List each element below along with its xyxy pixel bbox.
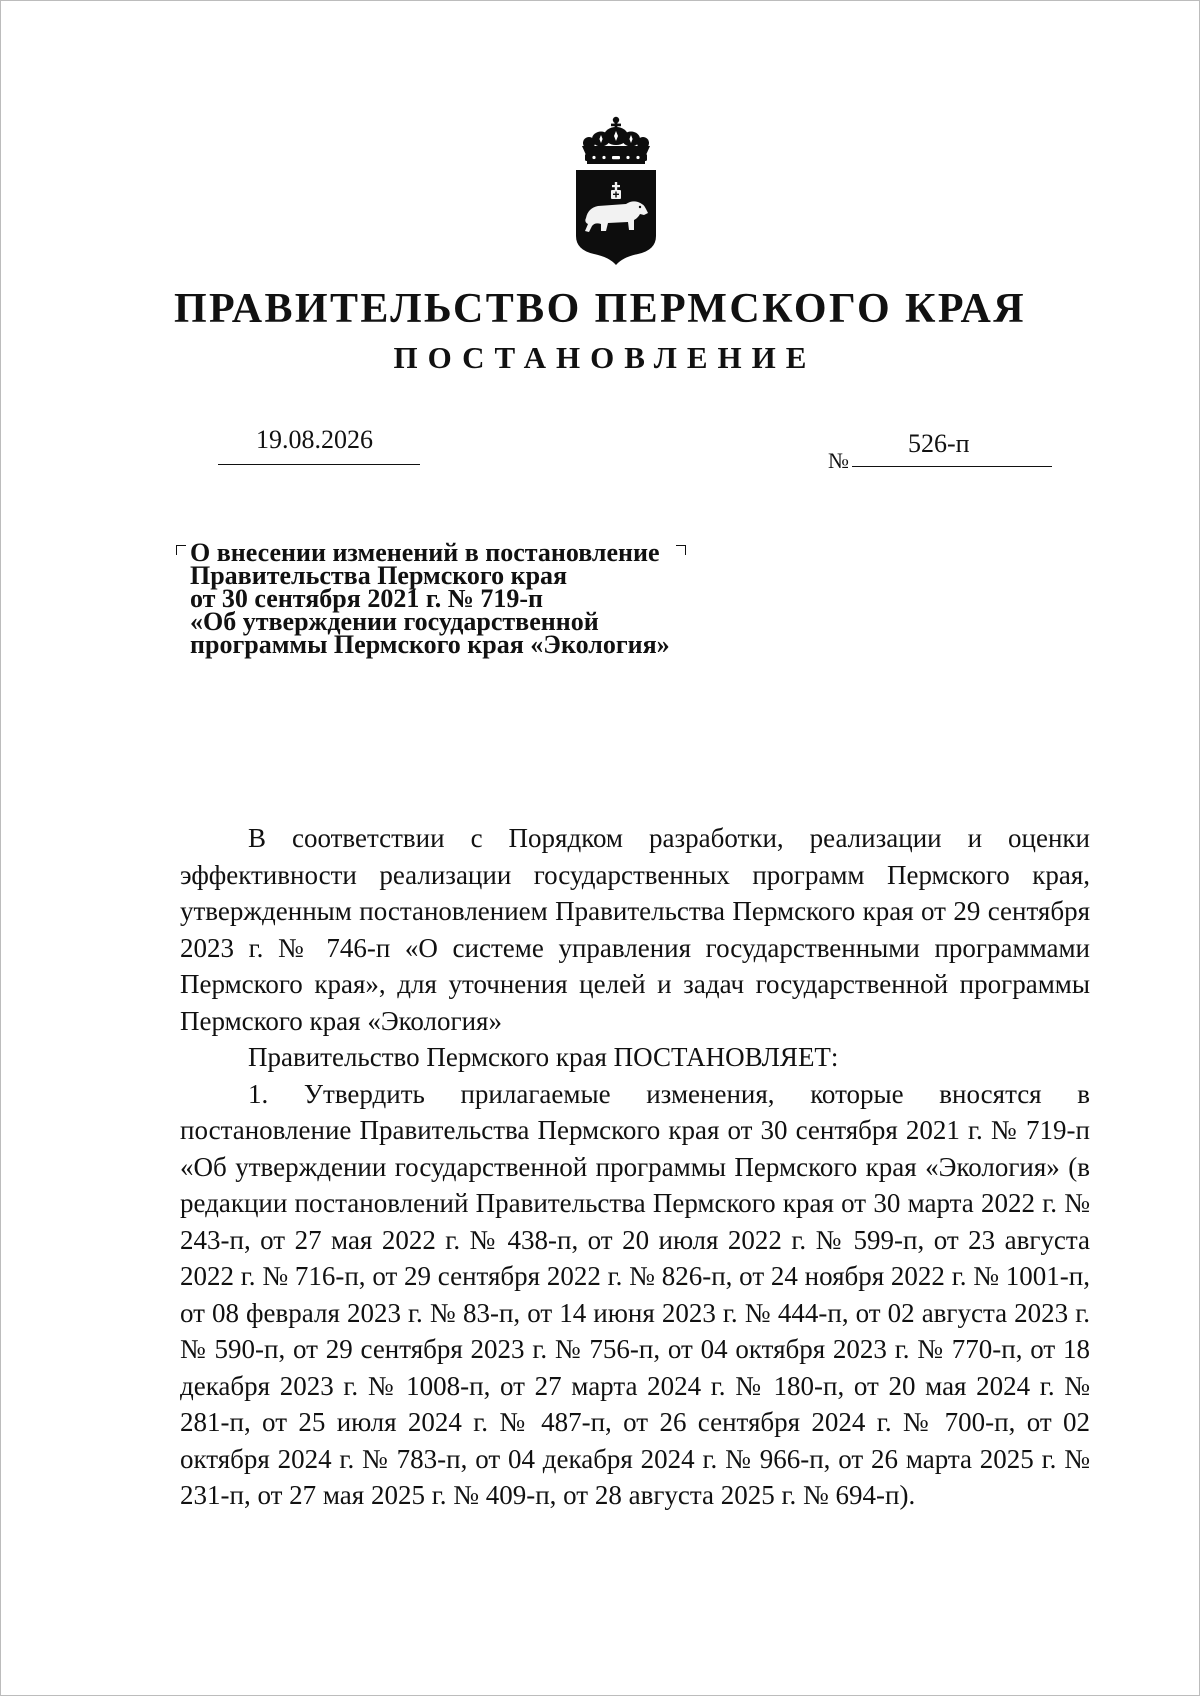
subject-line: программы Пермского края «Экология» (190, 630, 670, 659)
document-date: 19.08.2026 (256, 425, 373, 454)
clause-1-paragraph: 1. Утвердить прилагаемые изменения, которые вносятся в постановление Правительства Пермского края от 30 сентября 2021 г. № 719-п «Об утверждении государственной программы Пермского края «Экология» (в редакции постановлений Правительства Пермского края от 30 марта 2022 г. № 243-п, от 27 мая 2022 г. № 438-п, от 20 июля 2022 г. № 599-п, от 23 августа 2022 г. № 716-п, от 29 сентября 2022 г. № 826-п, от 24 ноября 2022 г. № 1001-п, от 08 февраля 2023 г. № 83-п, от 14 июня 2023 г. № 444-п, от 02 августа 2023 г. № 590-п, от 29 сентября 2023 г. № 756-п, от 04 октября 2023 г. № 770-п, от 18 декабря 2023 г. № 1008-п, от 27 марта 2024 г. № 180-п, от 20 мая 2024 г. № 281-п, от 25 июля 2024 г. № 487-п, от 26 сентября 2024 г. № 700-п, от 02 октября 2024 г. № 783-п, от 04 декабря 2024 г. № 966-п, от 26 марта 2025 г. № 231-п, от 27 мая 2025 г. № 409-п, от 28 августа 2025 г. № 694-п). (180, 1078, 1090, 1510)
coat-of-arms-icon (568, 114, 664, 266)
subject-corner-right (676, 545, 686, 555)
org-title: ПРАВИТЕЛЬСТВО ПЕРМСКОГО КРАЯ (173, 286, 1026, 332)
subject-line: «Об утверждении государственной (190, 607, 599, 636)
resolution-paragraph: Правительство Пермского края ПОСТАНОВЛЯЕТ: (248, 1042, 839, 1072)
document-type: ПОСТАНОВЛЕНИЕ (393, 340, 817, 375)
date-underline (218, 464, 420, 465)
document-number: 526-п (908, 429, 970, 458)
subject-line: от 30 сентября 2021 г. № 719-п (190, 584, 543, 613)
subject-line: Правительства Пермского края (190, 561, 568, 590)
subject-corner-left (176, 545, 186, 555)
subject-line: О внесении изменений в постановление (190, 538, 660, 567)
number-underline (852, 466, 1052, 467)
document-subject (190, 538, 670, 659)
number-sign: № (828, 448, 849, 473)
preamble-paragraph: В соответствии с Порядком разработки, реализации и оценки эффективности реализации государственных программ Пермского края, утвержденным постановлением Правительства Пермского края от 29 сентября 2023 г. № 746-п «О системе управления государственными программами Пермского края», для уточнения целей и задач государственной программы Пермского края «Экология» (180, 823, 1090, 1036)
document-body (180, 820, 1090, 1514)
